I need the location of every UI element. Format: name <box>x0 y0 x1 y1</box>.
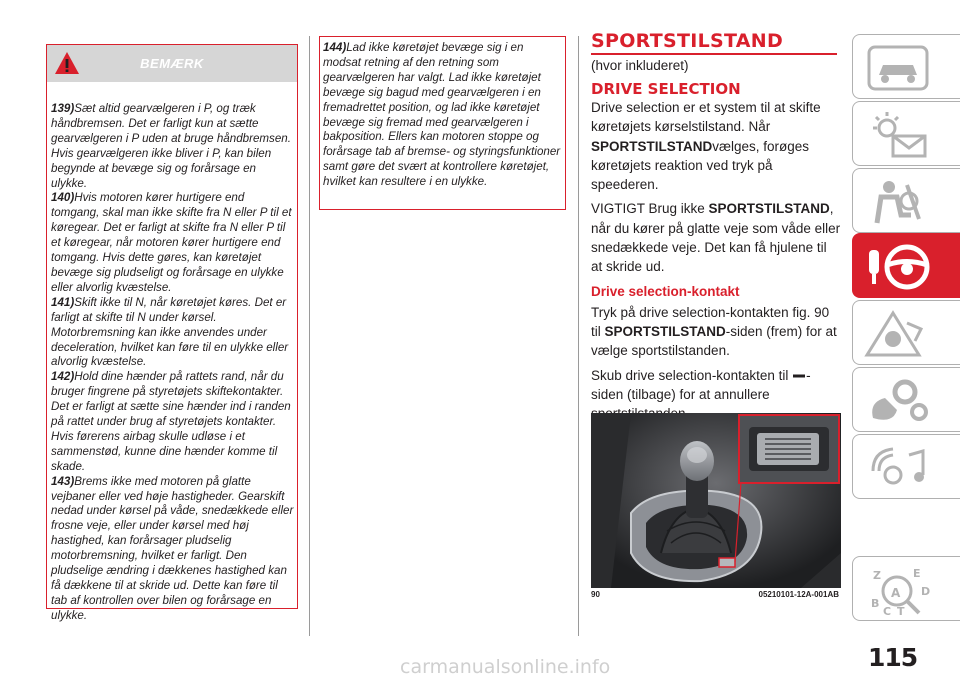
main-column <box>591 30 841 428</box>
section-heading: DRIVE SELECTION <box>591 80 741 98</box>
warning-lights-icon <box>863 108 933 162</box>
paragraph: Skub drive selection-kontakten til -siden (tilbage) for at annullere <box>591 367 811 402</box>
section-body <box>591 98 841 423</box>
column-divider <box>309 36 310 636</box>
gear-shifter-illustration <box>591 413 841 588</box>
index-icon <box>863 563 933 617</box>
figure-drive-selection-switch <box>591 413 841 588</box>
tab-car-overview[interactable] <box>852 34 960 99</box>
page-number: 115 <box>868 643 918 672</box>
minus-sign-icon <box>792 371 806 381</box>
page-title: SPORTSTILSTAND <box>591 30 837 55</box>
driving-icon <box>863 240 933 294</box>
warning-item: 139)Sæt altid gearvælgeren i P, og træk håndbremsen. Det er farligt kun at sætte gearvælgeren i P uden at bruge håndbremsen. Hvis gearvælgeren ikke bliver i P, kan bilen begynde at bevæge sig og forårsage en ulykke. <box>51 102 291 190</box>
svg-text:Z: Z <box>873 569 881 582</box>
watermark: carmanualsonline.info <box>400 656 611 678</box>
warning-item: 143)Brems ikke med motoren på glatte vejbaner eller ved høje hastigheder. Gearskift nedad under kørsel på våde, snedækkede eller frosne veje, eller under kørsel med høj hastighed, kan forårsager pludselig motorbremsning, hvilket er farligt. Den pludselige ændring i dækkenes hastighed kan få dækkene til at skride ud. Dette kan føre til tab af kontrollen over bilen og forårsage en ulykke. <box>51 474 294 622</box>
tab-emergency[interactable] <box>852 300 960 365</box>
maintenance-icon <box>863 374 933 428</box>
tab-warning-lights[interactable] <box>852 101 960 166</box>
svg-text:A: A <box>891 586 901 600</box>
warning-title: BEMÆRK <box>140 56 204 71</box>
svg-text:T: T <box>897 605 905 617</box>
tab-index[interactable] <box>852 556 960 621</box>
warning-header <box>47 45 297 82</box>
svg-text:D: D <box>921 585 931 598</box>
tab-maintenance[interactable] <box>852 367 960 432</box>
svg-text:E: E <box>913 567 921 580</box>
svg-text:B: B <box>871 597 880 610</box>
subsection-heading: Drive selection-kontakt <box>591 283 740 299</box>
svg-text:C: C <box>883 605 892 617</box>
warning-text-continued <box>323 41 561 190</box>
warning-item: 144)Lad ikke køretøjet bevæge sig i en modsat retning af den retning som gearvælgeren har valgt. Lad ikke køretøjet bevæge sig bagud med gearvælgeren i en fremadrettet position, og lad ikke køretøjet bevæge sig fremad med gearvælgeren i bakposition. Ellers kan motoren stoppe og forårsage tab af bremse- og styringsfunktioner samt gøre det svært at kontrollere køretøjet, hvilket kan resultere i en ulykke. <box>323 41 561 189</box>
warning-item: 140)Hvis motoren kører hurtigere end tomgang, skal man ikke skifte fra N eller P til et køregear. Det er farligt at skifte fra N eller P til et køregear, når motoren kører hurtigere end tomgang. Hvis dette gøres, kan køretøjet bevæge sig pludseligt og forårsage en ulykke eller alvorlig kvæstelse. <box>51 191 292 294</box>
tab-driving[interactable] <box>852 233 960 298</box>
warning-item: 141)Skift ikke til N, når køretøjet køres. Det er farligt at skifte til N under kørsel. Motorbremsning kan ikke anvendes under deceleration, hvilket kan føre til en ulykke eller alvorlig kvæstelse. <box>51 295 289 369</box>
warning-item: 142)Hold dine hænder på rattets rand, når du bruger fingrene på styretøjets skiftekontakter. Det er farligt at sætte sine hænder ind i randen på rattet under brug af styretøjets kontakter. Hvis førerens airbag skulle udløse i et sammenstød, kunne dine hænder komme til skade. <box>51 370 291 473</box>
safety-icon <box>863 175 933 229</box>
paragraph: Drive selection er et system til at skifte køretøjets kørselstilstand. Når SPORTSTILSTANDvælges, forøges køretøjets reaktion ved tryk på speederen. <box>591 100 821 193</box>
figure-code: 05210101-12A-001AB <box>758 590 839 599</box>
tab-multimedia[interactable] <box>852 434 960 499</box>
multimedia-icon <box>863 441 933 495</box>
figure-number: 90 <box>591 590 600 599</box>
paragraph: Tryk på drive selection-kontakten fig. 90 til SPORTSTILSTAND-siden (frem) for at vælge sportstilstanden. <box>591 304 837 359</box>
paragraph: VIGTIGT Brug ikke SPORTSTILSTAND, når du kører på glatte veje som våde eller snedækkede veje. Det kan få hjulene til at skride ud. <box>591 201 841 275</box>
warning-box-continued <box>319 36 566 210</box>
column-divider <box>578 36 579 636</box>
tab-safety[interactable] <box>852 168 960 233</box>
warning-text <box>51 102 295 624</box>
warning-box <box>46 44 298 622</box>
car-overview-icon <box>863 41 933 95</box>
emergency-icon <box>863 307 933 361</box>
page-subtitle: (hvor inkluderet) <box>591 58 689 73</box>
